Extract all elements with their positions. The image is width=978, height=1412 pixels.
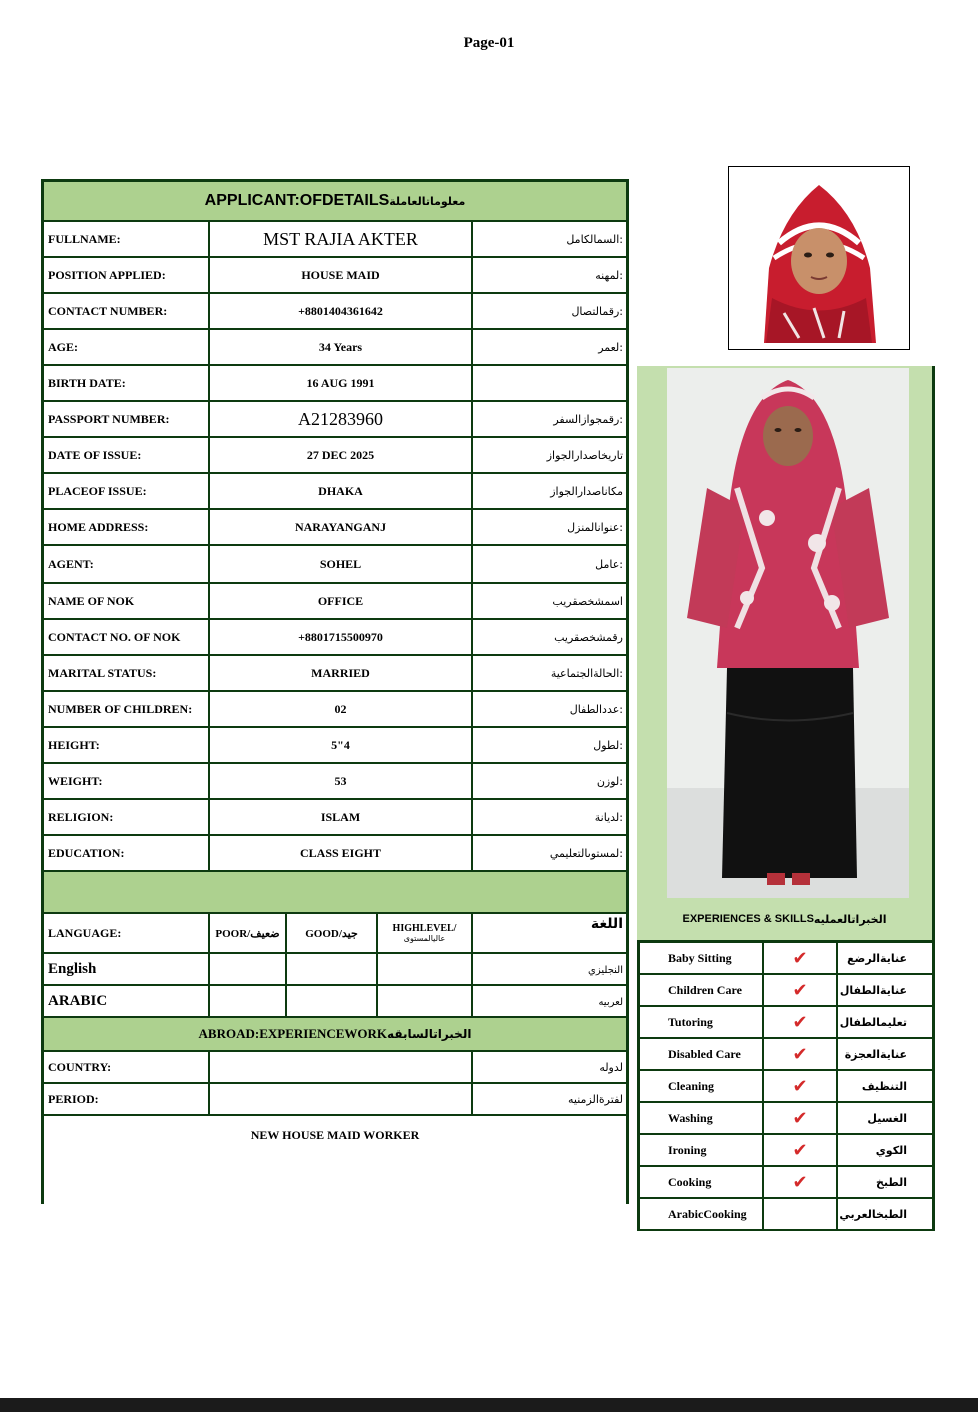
field-label-ar: لوزن: [596, 774, 623, 788]
field-value: 27 DEC 2025 [210, 438, 473, 472]
abroad-title-ar: الخبراتالسابقه [387, 1027, 472, 1041]
skill-name-ar: التنظيف [861, 1079, 907, 1093]
language-good-cell [287, 954, 378, 984]
field-value: MST RAJIA AKTER [210, 222, 473, 256]
field-label: AGE: [44, 330, 210, 364]
skill-row [640, 1071, 932, 1103]
period-label-ar: لفترةالزمنيه [568, 1092, 623, 1106]
page-label: Page-01 [463, 35, 515, 51]
field-value: DHAKA [210, 474, 473, 508]
abroad-experience-header [44, 1018, 626, 1052]
skill-check-icon: ✔ [764, 1167, 838, 1197]
country-row [44, 1052, 626, 1084]
field-label: NUMBER OF CHILDREN: [44, 692, 210, 726]
period-row [44, 1084, 626, 1116]
language-high-cell [378, 986, 473, 1016]
passport-photo-image [744, 173, 894, 343]
skill-check-icon: ✔ [764, 1103, 838, 1133]
field-value: +8801404361642 [210, 294, 473, 328]
field-row [44, 222, 626, 258]
field-value: +8801715500970 [210, 620, 473, 654]
field-label-ar: عنوانالمنزل: [567, 520, 623, 534]
skill-row [640, 1167, 932, 1199]
field-label: PLACEOF ISSUE: [44, 474, 210, 508]
field-row [44, 474, 626, 510]
field-label: POSITION APPLIED: [44, 258, 210, 292]
field-label-ar: لديانة: [594, 810, 623, 824]
bottom-bar [0, 1398, 978, 1412]
skill-row [640, 1007, 932, 1039]
language-high-cell [378, 954, 473, 984]
full-body-photo-image [667, 368, 909, 898]
field-label: FULLNAME: [44, 222, 210, 256]
full-photo-panel [637, 366, 935, 942]
language-good-cell [287, 986, 378, 1016]
language-poor-cell [210, 954, 287, 984]
field-row [44, 366, 626, 402]
field-label-ar: مكاناصدارالجواز [550, 484, 623, 498]
field-label: AGENT: [44, 546, 210, 582]
field-label-ar: لطول: [593, 738, 623, 752]
field-label-ar: عامل: [595, 557, 623, 571]
field-label: RELIGION: [44, 800, 210, 834]
field-label: CONTACT NO. OF NOK [44, 620, 210, 654]
skill-name-ar: الطبخالعربي [839, 1207, 907, 1221]
skill-name: Children Care [640, 975, 764, 1005]
field-row [44, 584, 626, 620]
field-label: EDUCATION: [44, 836, 210, 870]
skill-name: ArabicCooking [640, 1199, 764, 1229]
field-label-ar: عددالطفال: [569, 702, 623, 716]
field-row [44, 692, 626, 728]
field-label: HEIGHT: [44, 728, 210, 762]
skill-name: Baby Sitting [640, 943, 764, 973]
field-label-ar: الحالةالجتماعية: [550, 666, 623, 680]
abroad-title-en: ABROAD:EXPERIENCEWORK [198, 1026, 388, 1041]
period-label: PERIOD: [44, 1084, 210, 1114]
language-poor-cell [210, 986, 287, 1016]
language-high-ar: عاليالمستوى [403, 934, 446, 943]
field-value: 5"4 [210, 728, 473, 762]
skills-table [637, 940, 935, 1231]
language-good-header: GOOD/جيد [287, 914, 378, 952]
field-label: HOME ADDRESS: [44, 510, 210, 544]
field-label: NAME OF NOK [44, 584, 210, 618]
field-row [44, 728, 626, 764]
field-value: 02 [210, 692, 473, 726]
skill-name: Tutoring [640, 1007, 764, 1037]
skill-row [640, 1199, 932, 1231]
field-value: NARAYANGANJ [210, 510, 473, 544]
field-rows [44, 222, 626, 872]
language-name: ARABIC [44, 986, 210, 1016]
field-row [44, 836, 626, 872]
applicant-form [41, 179, 629, 1204]
skill-check-icon [764, 1199, 838, 1229]
field-row [44, 800, 626, 836]
language-high-header [378, 914, 473, 952]
field-value: 16 AUG 1991 [210, 366, 473, 400]
skill-name-ar: تعليمالطفال [839, 1015, 907, 1029]
skill-name-ar: عنايةالرضع [847, 951, 907, 965]
field-label-ar: لمهنه: [595, 268, 623, 282]
skill-check-icon: ✔ [764, 1007, 838, 1037]
skill-check-icon: ✔ [764, 1135, 838, 1165]
field-label-ar: تاريخاصدارالجواز [546, 448, 623, 462]
skill-check-icon: ✔ [764, 943, 838, 973]
field-label: DATE OF ISSUE: [44, 438, 210, 472]
field-label: MARITAL STATUS: [44, 656, 210, 690]
skill-check-icon: ✔ [764, 1071, 838, 1101]
field-row [44, 330, 626, 366]
field-value: SOHEL [210, 546, 473, 582]
header-title-ar: معلوماتالعاملة [389, 194, 466, 208]
field-row [44, 764, 626, 800]
language-poor-header: POOR/ضعيف [210, 914, 287, 952]
skill-name: Disabled Care [640, 1039, 764, 1069]
field-label-ar: لمستوىالتعليمي: [549, 846, 623, 860]
skills-header [637, 898, 932, 940]
field-label: WEIGHT: [44, 764, 210, 798]
language-label-ar: اللغة [590, 916, 623, 932]
field-value: 34 Years [210, 330, 473, 364]
field-label-ar [473, 366, 626, 400]
field-value: HOUSE MAID [210, 258, 473, 292]
field-value: OFFICE [210, 584, 473, 618]
field-row [44, 258, 626, 294]
skill-row [640, 975, 932, 1007]
field-label: BIRTH DATE: [44, 366, 210, 400]
skill-name: Washing [640, 1103, 764, 1133]
skill-name-ar: عنايةالطفال [839, 983, 907, 997]
skill-row [640, 1039, 932, 1071]
field-row [44, 656, 626, 692]
field-value: CLASS EIGHT [210, 836, 473, 870]
skill-name: Ironing [640, 1135, 764, 1165]
skill-check-icon: ✔ [764, 1039, 838, 1069]
period-value [210, 1084, 473, 1114]
field-value: 53 [210, 764, 473, 798]
header-title-en: APPLICANT:OFDETAILS [204, 192, 390, 209]
field-label-ar: رقمجوازالسفر: [553, 412, 623, 426]
language-name-ar: لعربيه [598, 996, 623, 1008]
skills-title-en: EXPERIENCES & SKILLS [682, 913, 814, 925]
skill-row [640, 1103, 932, 1135]
skill-row [640, 1135, 932, 1167]
country-label: COUNTRY: [44, 1052, 210, 1082]
country-value [210, 1052, 473, 1082]
skill-name: Cooking [640, 1167, 764, 1197]
applicant-details-header [44, 182, 626, 222]
skill-name-ar: عنايةالعجزة [844, 1047, 907, 1061]
language-name: English [44, 954, 210, 984]
field-label-ar: السمالكامل: [566, 232, 623, 246]
skill-name: Cleaning [640, 1071, 764, 1101]
field-row [44, 510, 626, 546]
experience-note: NEW HOUSE MAID WORKER [250, 1128, 420, 1142]
skills-title-ar: الخبراتالعمليه [813, 912, 887, 926]
passport-photo [728, 166, 910, 350]
skill-name-ar: الغسيل [867, 1111, 907, 1125]
field-label-ar: لعمر: [598, 340, 623, 354]
field-value: ISLAM [210, 800, 473, 834]
full-body-photo [667, 368, 909, 898]
skill-check-icon: ✔ [764, 975, 838, 1005]
field-value: MARRIED [210, 656, 473, 690]
language-name-ar: النجليزي [588, 964, 623, 976]
field-label-ar: اسمشخصقريب [552, 594, 623, 608]
language-header-row [44, 914, 626, 954]
language-row-english [44, 954, 626, 986]
field-label-ar: رقمشخصقريب [554, 630, 623, 644]
field-row [44, 546, 626, 584]
field-label-ar: رقمالتصال: [571, 304, 623, 318]
language-label: LANGUAGE: [44, 914, 210, 952]
skill-name-ar: الطبخ [875, 1175, 907, 1189]
country-label-ar: لدوله [599, 1060, 623, 1074]
field-label: PASSPORT NUMBER: [44, 402, 210, 436]
field-row [44, 294, 626, 330]
separator-bar [44, 872, 626, 914]
field-value: A21283960 [210, 402, 473, 436]
language-row-arabic [44, 986, 626, 1018]
field-label: CONTACT NUMBER: [44, 294, 210, 328]
skill-row [640, 943, 932, 975]
field-row [44, 402, 626, 438]
skill-name-ar: الكوي [875, 1143, 907, 1157]
language-high-en: HIGHLEVEL/ [392, 923, 457, 934]
field-row [44, 438, 626, 474]
field-row [44, 620, 626, 656]
